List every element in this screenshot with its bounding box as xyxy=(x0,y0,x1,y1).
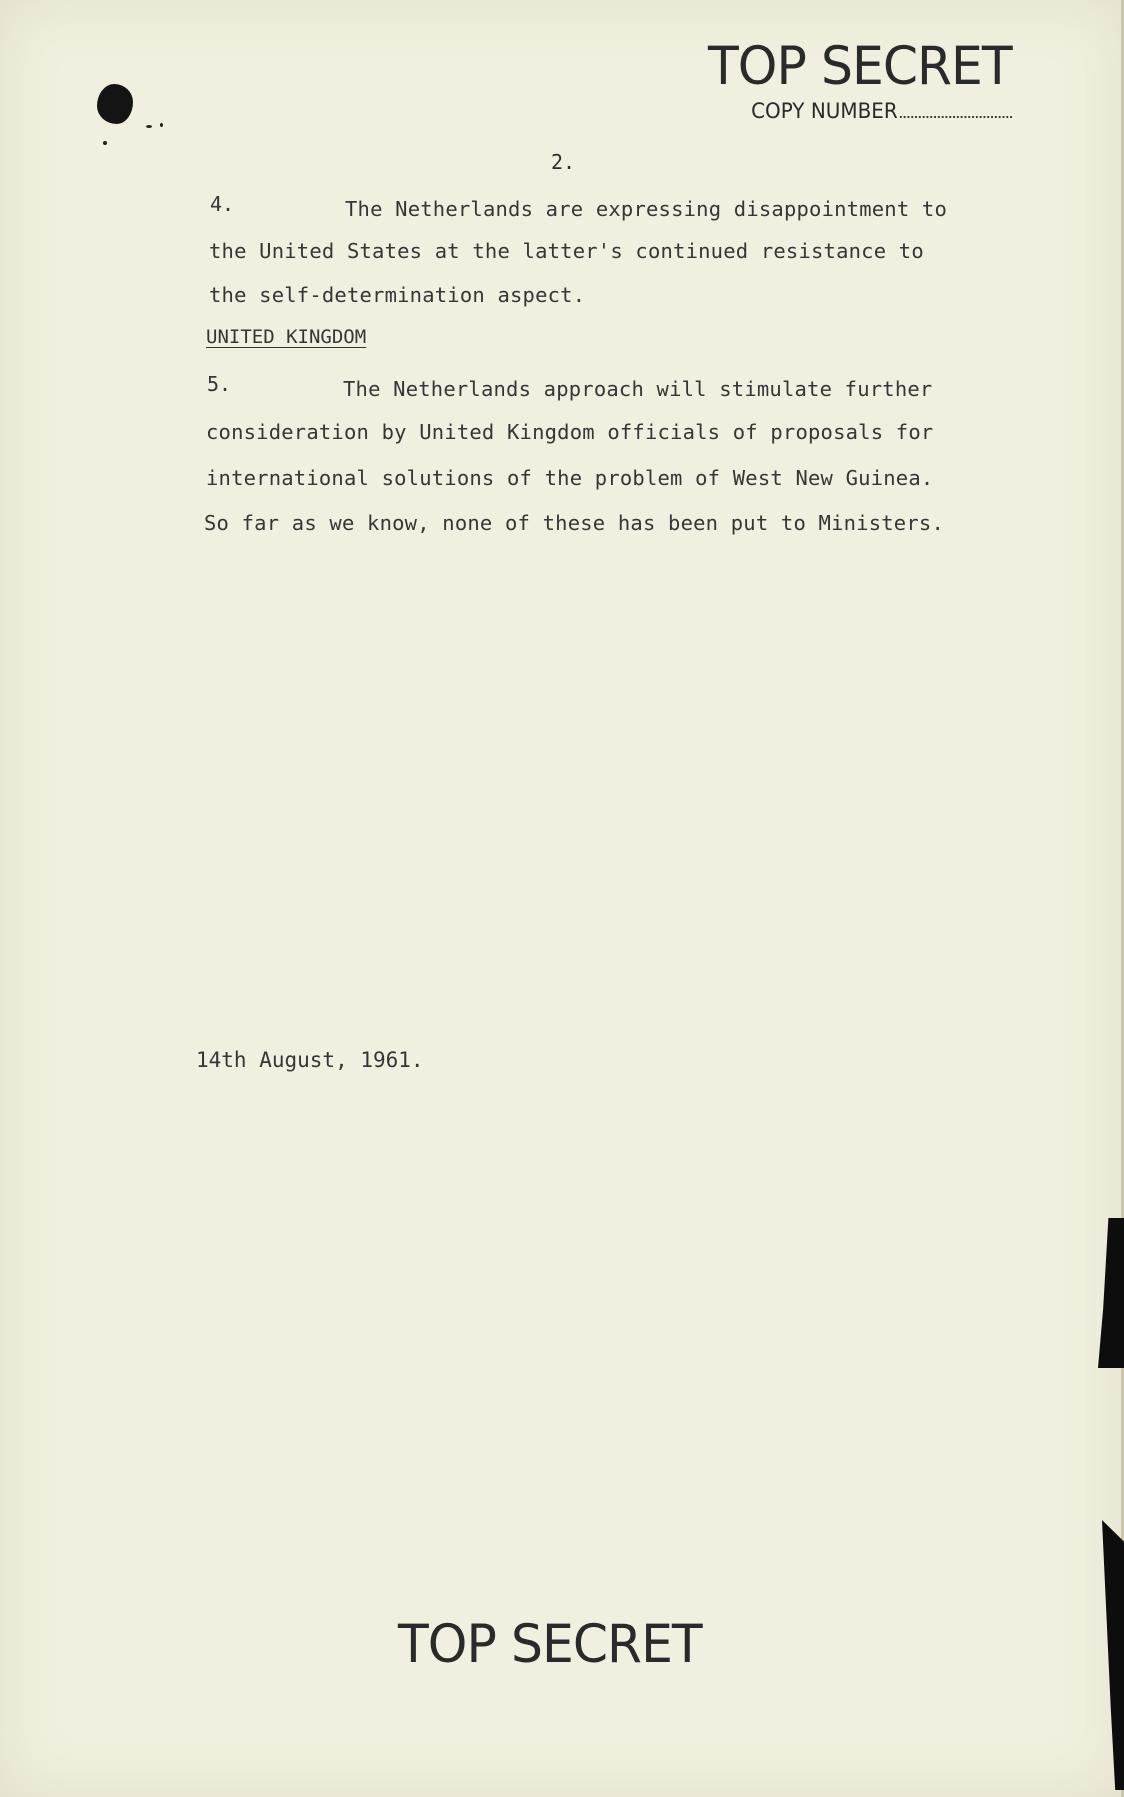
ink-speck xyxy=(146,125,152,128)
copy-number-label: COPY NUMBER xyxy=(751,99,898,123)
ink-blot xyxy=(97,84,133,124)
paragraph-number: 5. xyxy=(207,372,232,396)
page-edge-shadow xyxy=(1102,1520,1124,1790)
ink-speck xyxy=(103,141,107,145)
classification-label-top: TOP SECRET xyxy=(708,36,1012,97)
page-number: 2. xyxy=(551,150,576,174)
paragraph-line: consideration by United Kingdom officials of proposals for xyxy=(206,420,934,444)
classification-header xyxy=(692,36,1012,123)
copy-number-blank xyxy=(900,116,1012,118)
copy-number-field xyxy=(708,101,1012,122)
paragraph-line: So far as we know, none of these has been put to Ministers. xyxy=(204,511,944,535)
paragraph-line: international solutions of the problem of West New Guinea. xyxy=(206,466,934,490)
classification-label-bottom: TOP SECRET xyxy=(398,1614,702,1675)
ink-speck xyxy=(160,123,163,127)
document-date: 14th August, 1961. xyxy=(196,1048,424,1072)
paragraph-number: 4. xyxy=(210,192,235,216)
paragraph-line: The Netherlands are expressing disappointment to xyxy=(345,197,948,221)
paragraph-line: the self-determination aspect. xyxy=(209,283,586,307)
section-heading: UNITED KINGDOM xyxy=(206,326,367,348)
paragraph-line: The Netherlands approach will stimulate further xyxy=(343,377,933,401)
page-edge-shadow xyxy=(1098,1218,1124,1368)
paragraph-line: the United States at the latter's continued resistance to xyxy=(209,239,924,263)
